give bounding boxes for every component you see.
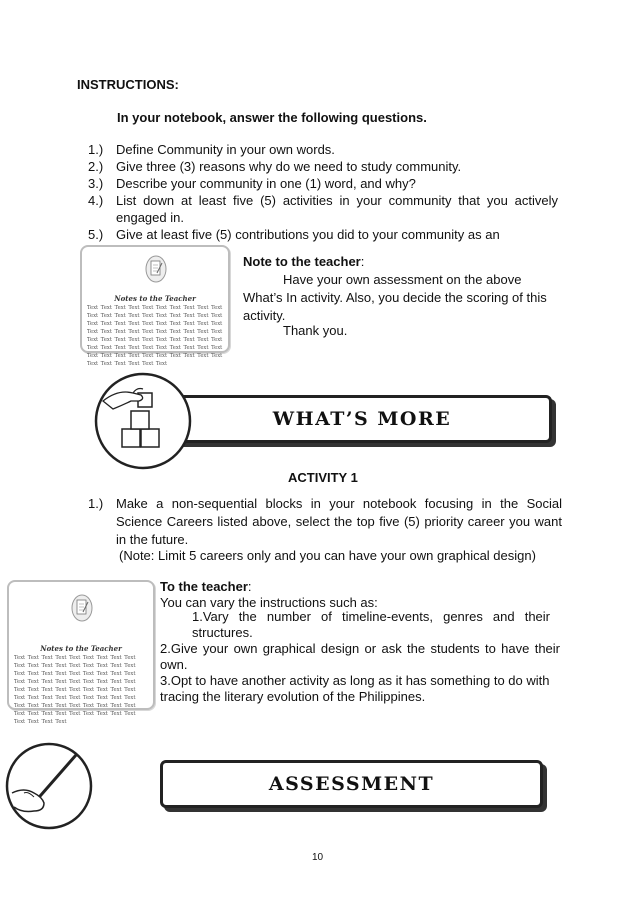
assessment-banner	[160, 760, 543, 808]
teacher-notes-card	[7, 580, 155, 725]
note2-point-1: 1.Vary the number of timeline-events, genres and their structures.	[192, 609, 550, 640]
activity-title: ACTIVITY 1	[288, 470, 358, 485]
question-number: 4.)	[88, 193, 104, 208]
note-label: To the teacher	[160, 579, 248, 594]
note-colon: :	[360, 254, 365, 269]
banner-title: WHAT’S MORE	[272, 408, 452, 430]
instructions-subheading: In your notebook, answer the following questions.	[117, 110, 427, 125]
question-number: 5.)	[88, 227, 104, 242]
stacking-blocks-icon	[93, 371, 193, 471]
question-text: Describe your community in one (1) word, and why?	[116, 176, 416, 191]
question-item	[88, 158, 558, 175]
notepad-icon	[145, 255, 167, 283]
card-title: Notes to the Teacher	[114, 294, 196, 303]
note-thanks: Thank you.	[283, 323, 348, 338]
question-number: 2.)	[88, 159, 104, 174]
question-item	[88, 192, 558, 226]
question-number: 3.)	[88, 176, 104, 191]
question-item	[88, 175, 558, 192]
teacher-notes-card	[80, 245, 230, 367]
question-text: Give three (3) reasons why do we need to study community.	[116, 159, 462, 174]
note-label: Note to the teacher	[243, 254, 361, 269]
activity-item	[88, 495, 562, 549]
note-body: Have your own assessment on the above What’s In activity. Also, you decide the scoring of this activity.	[243, 272, 547, 323]
question-text: Define Community in your own words.	[116, 142, 335, 157]
whats-more-banner	[172, 395, 552, 443]
question-item	[88, 141, 558, 158]
notepad-icon	[71, 594, 93, 622]
question-text: Give at least five (5) contributions you did to your community as an	[116, 227, 500, 242]
banner-title: ASSESSMENT	[268, 773, 435, 795]
question-text: List down at least five (5) activities in your community that you actively engaged in.	[116, 193, 558, 225]
note2-point-2: 2.Give your own graphical design or ask the students to have their own.	[160, 641, 560, 672]
question-number: 1.)	[88, 142, 104, 157]
to-teacher-label	[160, 578, 252, 595]
note-colon: :	[247, 579, 252, 594]
note-to-teacher-label	[243, 253, 364, 270]
card-placeholder-text: Text Text Text Text Text Text Text Text Text Text Text Text Text Text Text Text Text Text Text Text Text Text Text Text Text Text Text Text Text Text Text Text Text Text Text Text Text Text Text Text Text Text Text Text Text Text Text Text Text Text Text Text Text Text Text Text Text Text Text Text Text Text Text Text Text Text Text Text Text Text Text Text Text Text Text Text	[87, 305, 223, 367]
activity-item-text: Make a non-sequential blocks in your notebook focusing in the Social Science Careers listed above, select the top five (5) priority career you want in the future.	[116, 496, 562, 547]
activity-item-number: 1.)	[88, 496, 104, 511]
note2-intro: You can vary the instructions such as:	[160, 595, 378, 610]
card-title: Notes to the Teacher	[40, 644, 122, 653]
note2-point-3: 3.Opt to have another activity as long as it has something to do with tracing the literary evolution of the Philippines.	[160, 673, 550, 704]
activity-note: (Note: Limit 5 careers only and you can have your own graphical design)	[119, 548, 536, 563]
page-number: 10	[312, 852, 324, 863]
question-list	[88, 141, 558, 260]
writing-hand-icon	[4, 741, 94, 831]
instructions-heading: INSTRUCTIONS:	[77, 77, 179, 92]
card-placeholder-text: Text Text Text Text Text Text Text Text Text Text Text Text Text Text Text Text Text Text Text Text Text Text Text Text Text Text Text Text Text Text Text Text Text Text Text Text Text Text Text Text Text Text Text Text Text Text Text Text Text Text Text Text Text Text Text Text Text Text Text Text Text Text Text Text Text Text Text Text Text Text Text Text Text Text Text Text	[14, 655, 136, 725]
